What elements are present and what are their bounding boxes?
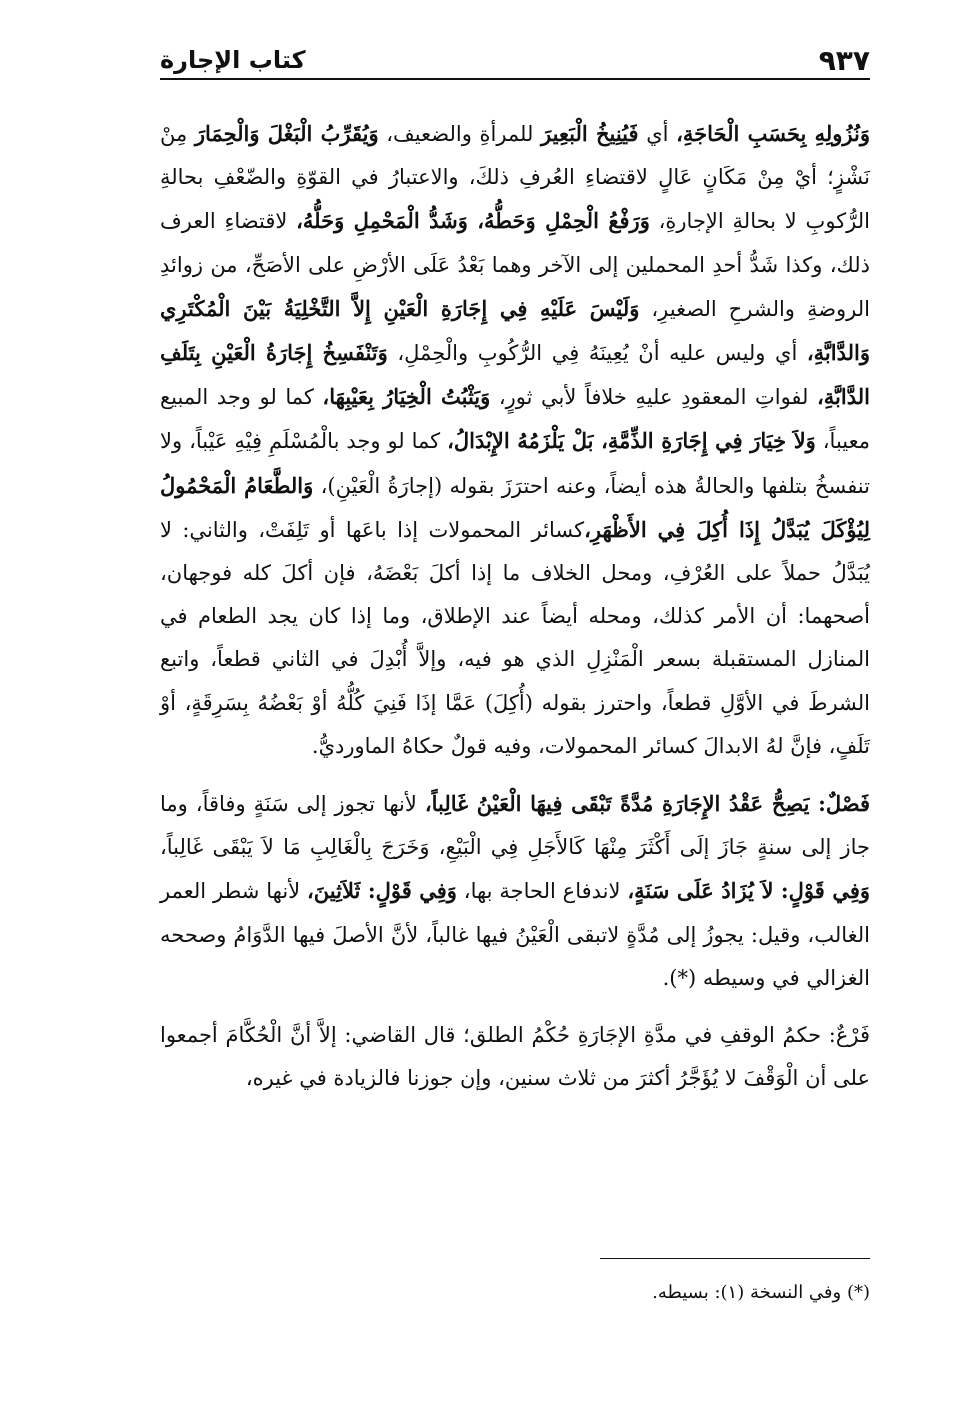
- sharh-segment: لأنها تجوز إلى سَنَةٍ وفاقاً، وما جاز إلى سنةٍ جَازَ إلَى أَكْثَرَ مِنْهَا كَالأَجَلِ فِي الْبَيْعِ، وَخَرَجَ بِالْغَالِبِ مَا لاَ يَبْقَى غَالِباً،: [160, 792, 870, 860]
- sharh-segment: لاقتضاءِ العرف ذلك، وكذا شَدُّ أحدِ المحملين إلى الآخر وهما بَعْدُ عَلَى الأرْضِ على الأصَحِّ، من زوائدِ الروضةِ والشرحِ الصغيرِ،: [160, 209, 870, 321]
- matn-segment: وَرَفْعُ الْحِمْلِ وَحَطُّهُ، وَشَدُّ الْمَحْمِلِ وَحَلُّهُ،: [296, 208, 650, 234]
- footnote-rule: [600, 1258, 870, 1259]
- main-text: [160, 112, 870, 1100]
- paragraph-far: [160, 1014, 870, 1100]
- sharh-segment: أي وليس عليه أنْ يُعِينَهُ فِي الرُّكُوبِ والْحِمْلِ،: [387, 341, 807, 366]
- sharh-segment: كسائر المحمولات إذا باعَها أو تَلِفَتْ، والثاني: لا يُبَدَّلُ حملاً على العُرْفِ، ومحل الخلاف ما إذا أكلَ بَعْضَهُ، فإن أكلَ كله فوجهان، أصحهما: أن الأمر كذلك، ومحله أيضاً عند الإطلاق، وما إذا كان يجد الطعام في المنازل المستقبلة بسعر الْمَنْزِلِ الذي هو فيه، وإلاَّ أُبْدِلَ في الثاني قطعاً، واتبع الشرطَ في الأوَّلِ قطعاً، واحترز بقوله (أُكِلَ) عَمَّا إذَا فَنِيَ كُلُّهُ أوْ بَعْضُهُ بِسَرِقَةٍ، أوْ تَلَفٍ، فإنَّ لهُ الابدالَ كسائر المحمولات، وفيه قولٌ حكاهُ الماورديُّ.: [160, 517, 870, 758]
- sharh-segment: مِنْ نَشْزٍ؛ أيْ مِنْ مَكَانٍ عَالٍ لاقتضاءِ العُرفِ ذلكَ، والاعتبارُ في القوّةِ والضّعْفِ بحالةِ الرُّكوبِ لا بحالةِ الإجارةِ،: [160, 122, 870, 234]
- matn-segment: وَلاَ خِيَارَ فِي إِجَارَةِ الذِّمَّةِ، بَلْ يَلْزَمُهُ الإِبْدَالُ،: [447, 428, 816, 454]
- page-header: [160, 40, 870, 80]
- matn-segment: وَلَيْسَ عَلَيْهِ فِي إِجَارَةِ الْعَيْنِ إِلاَّ التَّخْلِيَةُ بَيْنَ الْمُكْتَرِي وَالدَّابَّةِ،: [160, 295, 870, 366]
- matn-segment: وَتَنْفَسِخُ إِجَارَةُ الْعَيْنِ بِتَلَفِ الدَّابَّةِ،: [160, 340, 870, 410]
- paragraph-fasl: [160, 782, 870, 1000]
- footnote: (*) وفي النسخة (١): بسيطه.: [652, 1282, 870, 1303]
- matn-segment: وَيُقَرِّبُ الْبَغْلَ وَالْحِمَارَ: [194, 121, 379, 146]
- paragraph-1: [160, 112, 870, 768]
- sharh-segment: للمرأةِ والضعيف،: [378, 122, 542, 146]
- matn-segment: وَفِي قَوْلٍ: لاَ يُزَادُ عَلَى سَنَةٍ،: [627, 878, 871, 904]
- matn-segment: وَيَثْبُتُ الْخِيَارُ بِعَيْبِهَا،: [322, 384, 491, 410]
- matn-segment: وَالطَّعَامُ الْمَحْمُولُ لِيُؤْكَلَ يُبَدَّلُ إِذَا أُكِلَ فِي الأَظْهَرِ،: [160, 472, 870, 542]
- running-title: كتاب الإجارة: [160, 46, 306, 74]
- matn-segment: وَنُزُولِهِ بِحَسَبِ الْحَاجَةِ،: [676, 121, 871, 146]
- sharh-segment: كما لو وجد المبيع معيباً،: [160, 385, 871, 454]
- matn-segment: وَفِي قَوْلٍ: ثَلاَثِينَ،: [307, 878, 457, 904]
- sharh-segment: لفواتِ المعقودِ عليهِ خلافاً لأبي ثورٍ،: [490, 385, 818, 410]
- sharh-segment: كما لو وجد بالْمُسْلَمِ فِيْهِ عَيْباً، ولا تنفسخُ بتلفها والحالةُ هذه أيضاً، وعنه احترَزَ بقوله (إجارَةُ الْعَيْنِ)،: [160, 429, 870, 498]
- sharh-segment: أي: [638, 122, 677, 146]
- sharh-segment: فَرْعٌ: حكمُ الوقفِ في مدَّةِ الإجَارَةِ حُكْمُ الطلق؛ قال القاضي: إلاَّ أنَّ الْحُكَّامَ أجمعوا على أن الْوَقْفَ لا يُؤَجَّرُ أكثرَ من ثلاث سنين، وإن جوزنا فالزيادة في غيره،: [160, 1023, 870, 1091]
- matn-segment: فَيُنِيخُ الْبَعِيرَ: [541, 121, 639, 146]
- sharh-segment: لاندفاع الحاجة بها،: [456, 879, 628, 904]
- matn-segment: فَصْلٌ: يَصِحُّ عَقْدُ الإِجَارَةِ مُدَّةً تَبْقَى فِيهَا الْعَيْنُ غَالِباً،: [424, 791, 870, 817]
- header-rule: [160, 78, 870, 80]
- page-number: ٩٣٧: [818, 44, 870, 77]
- sharh-segment: لأنها شطر العمر الغالب، وقيل: يجوزُ إلى مُدَّةٍ لاتبقى الْعَيْنُ فيها غالباً، لأنَّ الأصلَ فيها الدَّوَامُ وصححه الغزالي في وسيطه (*).: [160, 879, 870, 990]
